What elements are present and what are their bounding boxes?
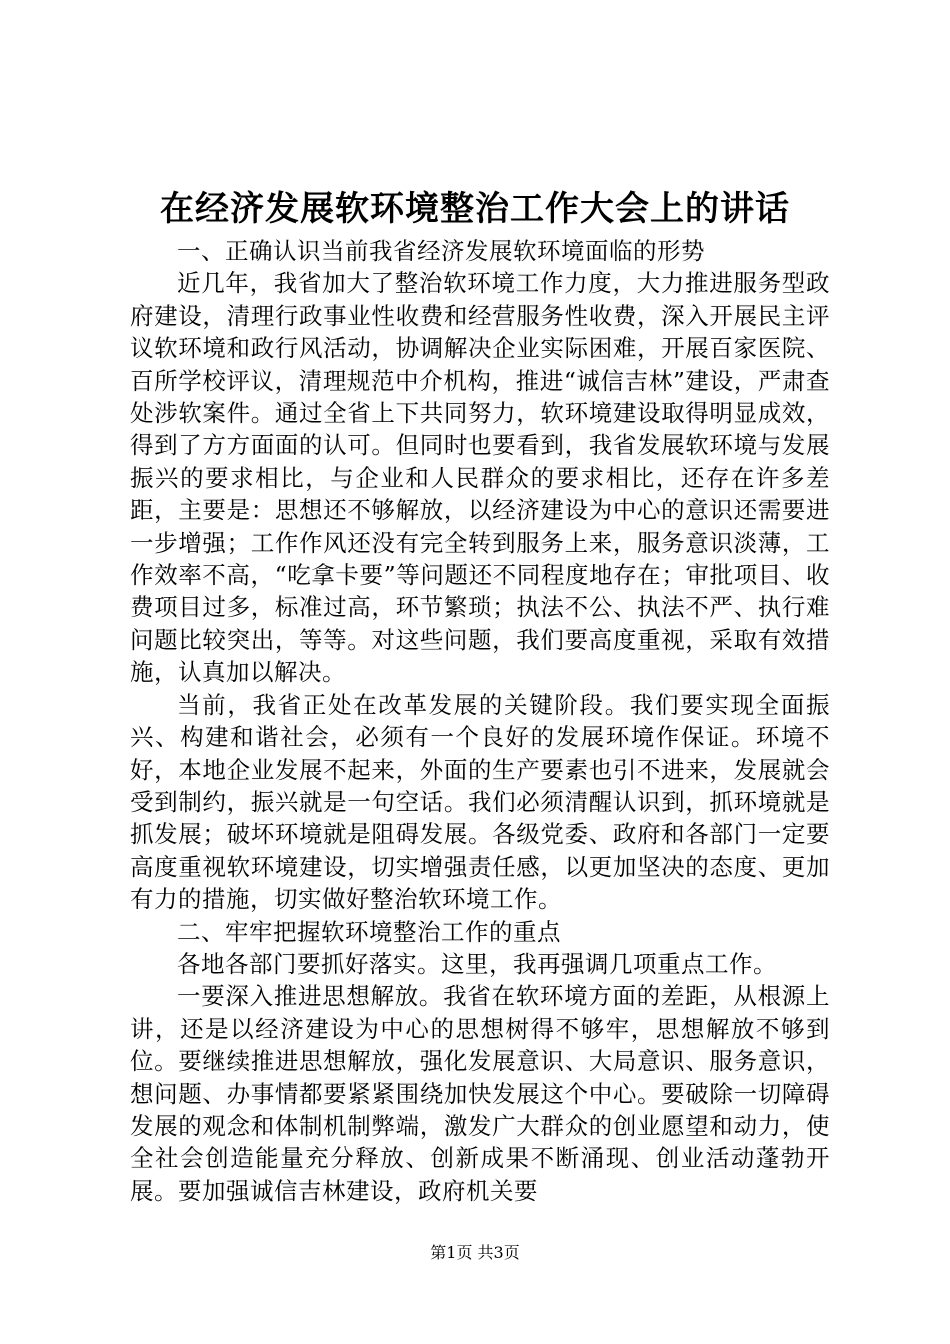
paragraph: 一要深入推进思想解放。我省在软环境方面的差距，从根源上讲，还是以经济建设为中心的思想树得不够牢，思想解放不够到位。要继续推进思想解放，强化发展意识、大局意识、服务意识，想问题、办事情都要紧紧围绕加快发展这个中心。要破除一切障碍发展的观念和体制机制弊端，激发广大群众的创业愿望和动力，使全社会创造能量充分释放、创新成果不断涌现、创业活动蓬勃开展。要加强诚信吉林建设，政府机关要 [130, 982, 830, 1205]
paragraph: 当前，我省正处在改革发展的关键阶段。我们要实现全面振兴、构建和谐社会，必须有一个良好的发展环境作保证。环境不好，本地企业发展不起来，外面的生产要素也引不进来，发展就会受到制约，振兴就是一句空话。我们必须清醒认识到，抓环境就是抓发展；破坏环境就是阻碍发展。各级党委、政府和各部门一定要高度重视软环境建设，切实增强责任感，以更加坚决的态度、更加有力的措施，切实做好整治软环境工作。 [130, 690, 830, 914]
paragraph: 近几年，我省加大了整治软环境工作力度，大力推进服务型政府建设，清理行政事业性收费和经营服务性收费，深入开展民主评议软环境和政行风活动，协调解决企业实际困难，开展百家医院、百所学校评议，清理规范中介机构，推进“诚信吉林”建设，严肃查处涉软案件。通过全省上下共同努力，软环境建设取得明显成效，得到了方方面面的认可。但同时也要看到，我省发展软环境与发展振兴的要求相比，与企业和人民群众的要求相比，还存在许多差距，主要是：思想还不够解放，以经济建设为中心的意识还需要进一步增强；工作作风还没有完全转到服务上来，服务意识淡薄，工作效率不高，“吃拿卡要”等问题还不同程度地存在；审批项目、收费项目过多，标准过高，环节繁琐；执法不公、执法不严、执行难问题比较突出，等等。对这些问题，我们要高度重视，采取有效措施，认真加以解决。 [130, 269, 830, 687]
section-heading-1: 一、正确认识当前我省经济发展软环境面临的形势 [177, 237, 705, 265]
document-title: 在经济发展软环境整治工作大会上的讲话 [160, 189, 790, 229]
paragraph: 各地各部门要抓好落实。这里，我再强调几项重点工作。 [177, 949, 777, 978]
section-heading-2: 二、牢牢把握软环境整治工作的重点 [177, 917, 561, 946]
page-number-footer: 第1页 共3页 [430, 1243, 520, 1262]
document-body [130, 235, 830, 1207]
